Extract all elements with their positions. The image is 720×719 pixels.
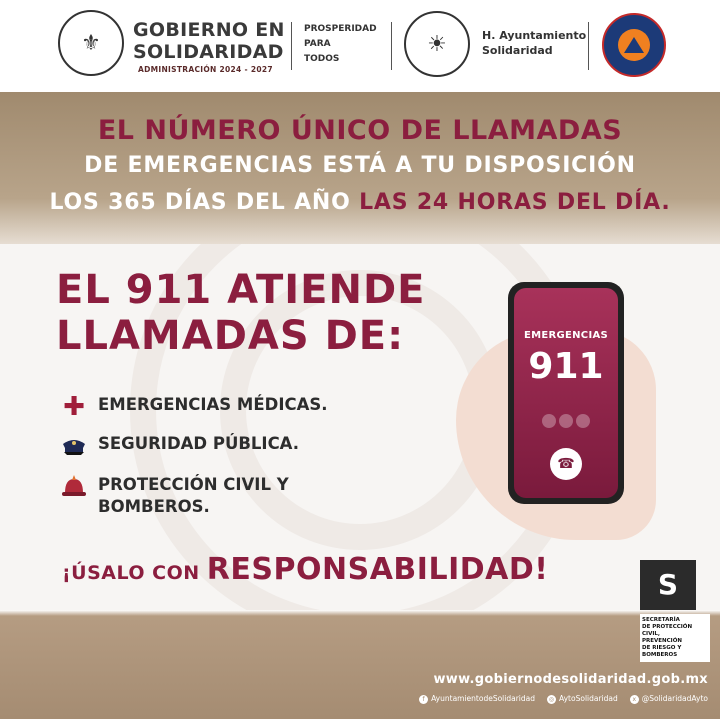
ayuntamiento-seal-icon: ☀ <box>404 11 470 77</box>
gov-admin: ADMINISTRACIÓN 2024 - 2027 <box>138 65 273 74</box>
social-instagram[interactable]: ◎ AytoSolidaridad <box>548 694 618 703</box>
gov-title: GOBIERNO EN SOLIDARIDAD <box>133 19 285 63</box>
x-icon: x <box>630 695 639 704</box>
main-title-line-2: LLAMADAS DE: <box>56 313 405 359</box>
divider <box>391 22 392 70</box>
banner-line-2: DE EMERGENCIAS ESTÁ A TU DISPOSICIÓN <box>84 153 636 178</box>
divider <box>291 22 292 70</box>
divider <box>588 22 589 70</box>
social-links <box>419 694 708 704</box>
mute-icon <box>559 414 573 428</box>
medical-cross-icon: ✚ <box>63 392 85 422</box>
speaker-icon <box>542 414 556 428</box>
banner-line-3: LOS 365 DÍAS DEL AÑO LAS 24 HORAS DEL DÍA. <box>49 190 671 215</box>
phone-label: EMERGENCIAS <box>523 330 609 341</box>
proteccion-civil-seal-icon <box>602 13 666 77</box>
banner-line-1: EL NÚMERO ÚNICO DE LLAMADAS <box>97 115 623 146</box>
header <box>0 0 720 92</box>
phone-number: 911 <box>528 346 604 387</box>
instagram-icon: ◎ <box>548 696 555 703</box>
gobierno-seal-icon: ⚜ <box>58 10 124 76</box>
phone-screen <box>514 288 618 498</box>
list-item: SEGURIDAD PÚBLICA. <box>60 433 299 459</box>
banner <box>0 92 720 244</box>
website-link[interactable]: www.gobiernodesolidaridad.gob.mx <box>433 672 708 687</box>
main-title-line-1: EL 911 ATIENDE <box>56 267 426 313</box>
ayuntamiento-name: H. Ayuntamiento Solidaridad <box>482 29 587 57</box>
phone-illustration <box>508 282 624 504</box>
social-facebook[interactable]: f AyuntamientodeSolidaridad <box>419 694 535 704</box>
secretaria-logo: S <box>640 560 696 610</box>
list-item: PROTECCIÓN CIVIL Y BOMBEROS. <box>60 474 289 518</box>
firefighter-helmet-icon <box>60 474 88 500</box>
keypad-icon <box>576 414 590 428</box>
slogan: PROSPERIDAD PARA TODOS <box>304 24 377 64</box>
hangup-icon: ☎ <box>550 448 582 480</box>
social-x[interactable]: x @SolidaridadAyto <box>630 694 708 704</box>
secretaria-name: SECRETARÍA DE PROTECCIÓN CIVIL, PREVENCIÓN DE RIESGO Y BOMBEROS <box>640 614 710 662</box>
police-cap-icon <box>60 433 88 459</box>
facebook-icon: f <box>419 695 428 704</box>
list-item: ✚ EMERGENCIAS MÉDICAS. <box>60 394 328 420</box>
call-to-action: ¡ÚSALO CON RESPONSABILIDAD! <box>62 552 549 587</box>
